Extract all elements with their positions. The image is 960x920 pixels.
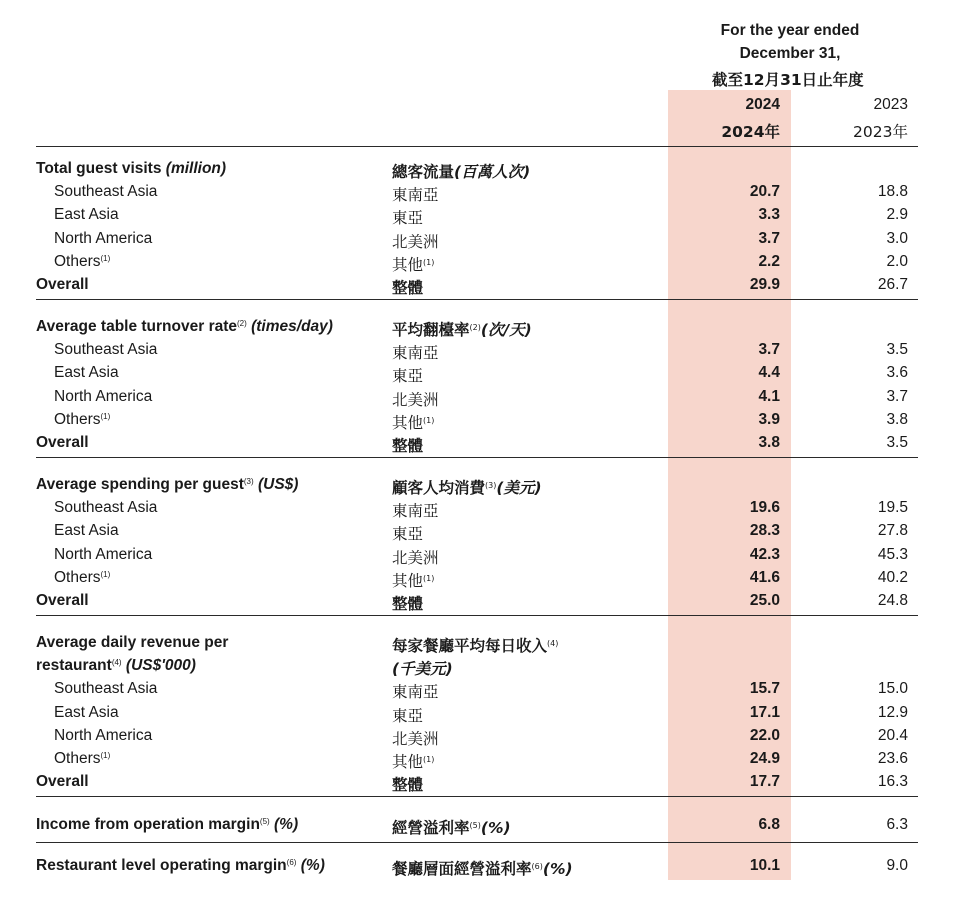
margin-label-text: Restaurant level operating margin [36,857,287,874]
region-label [54,183,157,201]
value-2023: 3.5 [886,341,908,359]
section-unit: (times/day) [251,318,333,335]
region-label [54,546,152,564]
region-label-zh-text: 東南亞 [392,344,439,363]
section-unit-zh-line2 [392,657,453,679]
section-unit-zh: (百萬人次) [454,163,531,181]
overall-value-2023: 24.8 [877,592,908,609]
footnote-ref: (2) [469,323,481,332]
value-2023: 2.0 [886,252,908,270]
region-label [54,727,152,745]
value-2024: 17.1 [749,703,780,721]
footnote-ref: (1) [423,755,435,764]
region-label-text: Southeast Asia [54,499,158,517]
region-label [54,230,152,248]
value-2023: 19.5 [877,499,908,517]
overall-label-zh: 整體 [392,595,424,613]
footnote-ref: (4) [547,639,559,648]
value-2024: 22.0 [749,726,780,744]
overall-value-2024: 25.0 [749,592,780,609]
overall-label: Overall [36,434,89,451]
section-unit-zh: (次/天) [480,321,532,339]
overall-label-zh: 整體 [392,776,424,795]
section-rule [36,796,918,797]
region-label-zh-text: 東亞 [392,525,424,544]
region-label [54,411,110,429]
overall-label: Overall [36,592,89,609]
region-label-zh [392,183,439,205]
region-label [54,364,119,382]
value-2024: 2.2 [758,252,780,270]
margin-unit: (%) [300,857,325,874]
region-label [54,253,110,271]
section-title-zh-text: 顧客人均消費 [392,479,486,497]
section-title-line2-text: restaurant [36,657,112,675]
region-label-zh-text: 其他 [392,413,424,432]
section-title-text: Average spending per guest [36,476,244,493]
footnote-ref: (5) [259,817,270,826]
value-2023: 3.8 [886,410,908,428]
margin-unit-zh: (%) [542,860,573,878]
section-title [36,160,226,178]
overall-label: Overall [36,276,89,293]
margin-label-text: Income from operation margin [36,816,260,833]
region-label-text: Others [54,410,101,428]
section-unit: (million) [165,160,227,177]
region-label-zh [392,388,439,410]
value-2024: 15.7 [749,680,780,698]
region-label [54,704,119,722]
region-label [54,388,152,406]
value-2023: 12.9 [877,703,908,721]
footnote-ref: (3) [243,477,254,486]
footnote-ref: (1) [423,415,435,425]
footnote-ref: (1) [100,253,111,263]
region-label-zh [392,341,439,363]
margin-label [36,857,325,875]
value-2024: 3.9 [758,410,780,428]
region-label-text: North America [54,726,153,744]
value-2023: 2.9 [886,206,908,224]
period-header-line2: December 31, [739,45,841,62]
region-label-zh-text: 北美洲 [392,390,439,409]
value-2023: 27.8 [877,522,908,540]
region-label-zh-text: 其他 [392,571,424,590]
region-label-zh-text: 其他 [392,753,424,771]
col-2024-label: 2024 [745,96,780,113]
region-label-text: Southeast Asia [54,341,158,359]
overall-value-2023: 26.7 [877,276,908,293]
region-label [54,499,157,517]
overall-value-2023: 16.3 [877,773,908,791]
section-title-zh [392,160,530,182]
margin-unit: (%) [274,816,299,833]
overall-value-2024: 17.7 [749,773,780,791]
section-title-text: Average daily revenue per [36,634,229,651]
footnote-ref: (1) [100,411,111,421]
footnote-ref: (4) [111,658,122,668]
header-rule [36,146,918,147]
value-2023: 15.0 [877,680,908,698]
section-title-text: Average table turnover rate [36,318,238,335]
period-header-zh: 截至12月31日止年度 [712,71,864,89]
section-title-zh-text: 平均翻檯率 [392,321,470,339]
region-label-zh-text: 東南亞 [392,683,439,702]
section-title-zh [392,476,542,498]
period-header-line1: For the year ended [720,22,860,39]
overall-value-2024: 3.8 [758,434,780,451]
region-label [54,206,119,224]
footnote-ref: (6) [531,862,543,871]
col-2023-label: 2023 [873,96,908,113]
value-2023: 45.3 [877,545,908,563]
value-2023: 18.8 [877,183,908,201]
region-label-zh [392,206,423,228]
overall-label-zh: 整體 [392,279,424,297]
value-2024: 42.3 [749,545,780,563]
section-title-zh-text: 每家餐廳平均每日收入 [392,637,548,655]
col-2024-label-zh: 2024年 [721,123,780,141]
overall-value-2023: 3.5 [886,434,908,451]
section-unit: (US$'000) [125,657,196,675]
overall-label: Overall [36,773,89,791]
section-title-zh-text: 總客流量 [392,163,455,181]
region-label-zh-text: 北美洲 [392,548,439,567]
region-label-zh [392,230,439,252]
value-2024: 3.7 [758,229,780,247]
overall-label-zh: 整體 [392,437,424,455]
value-2024: 3.3 [758,206,780,224]
value-2023: 3.7 [886,387,908,405]
region-label-text: Southeast Asia [54,680,158,698]
region-label [54,522,119,540]
value-2024: 3.7 [758,341,780,359]
section-title-zh [392,634,558,656]
region-label [54,569,110,587]
value-2024: 4.4 [758,364,780,382]
region-label-text: North America [54,229,153,247]
region-label-text: North America [54,387,153,405]
value-2024: 41.6 [749,568,780,586]
value-2023: 3.0 [886,229,908,247]
region-label-zh-text: 東亞 [392,209,424,228]
section-title-text: Total guest visits [36,160,162,177]
region-label-zh [392,750,434,772]
section-title [36,634,228,652]
section-unit-zh: (千美元) [392,660,453,679]
region-label [54,680,157,698]
section-unit: (US$) [257,476,299,493]
region-label-zh [392,704,423,726]
margin-label-zh [392,816,511,838]
region-label-zh [392,411,434,433]
section-rule [36,299,918,300]
region-label-zh [392,569,434,591]
section-rule [36,457,918,458]
region-label-text: Others [54,750,101,767]
footnote-ref: (1) [423,573,435,583]
footnote-ref: (1) [100,569,111,579]
value-2024: 24.9 [749,750,780,767]
region-label-text: East Asia [54,206,119,224]
region-label-zh-text: 其他 [392,255,424,274]
region-label-zh [392,546,439,568]
region-label [54,750,110,768]
region-label-zh [392,522,423,544]
footnote-ref: (1) [423,257,435,267]
region-label [54,341,157,359]
footnote-ref: (5) [469,821,481,830]
margin-unit-zh: (%) [480,819,511,837]
margin-value-2024: 6.8 [758,816,780,833]
region-label-text: East Asia [54,364,119,382]
section-rule [36,842,918,843]
overall-value-2024: 29.9 [749,276,780,293]
margin-value-2023: 9.0 [886,857,908,874]
value-2024: 20.7 [749,183,780,201]
region-label-zh [392,253,434,275]
section-rule [36,615,918,616]
margin-label-zh-text: 餐廳層面經營溢利率 [392,860,532,878]
section-title [36,476,298,494]
margin-value-2023: 6.3 [886,816,908,833]
value-2023: 23.6 [877,750,908,767]
value-2024: 19.6 [749,499,780,517]
region-label-zh-text: 東南亞 [392,502,439,521]
col-2023-label-zh: 2023年 [853,123,908,141]
region-label-zh [392,680,439,702]
value-2023: 40.2 [877,568,908,586]
margin-label-zh [392,857,573,879]
region-label-zh-text: 東亞 [392,367,424,386]
footnote-ref: (1) [100,751,111,760]
region-label-zh [392,499,439,521]
region-label-zh-text: 北美洲 [392,232,439,251]
region-label-text: North America [54,545,153,563]
region-label-text: East Asia [54,703,119,721]
region-label-zh-text: 東亞 [392,706,424,725]
region-label-text: Others [54,252,101,270]
value-2024: 28.3 [749,522,780,540]
section-title-line2 [36,657,196,675]
section-title [36,318,333,336]
region-label-text: Others [54,568,101,586]
margin-label-zh-text: 經營溢利率 [392,819,470,837]
margin-label [36,816,298,834]
region-label-text: East Asia [54,522,119,540]
section-title-zh [392,318,532,340]
footnote-ref: (2) [237,319,247,328]
value-2023: 3.6 [886,364,908,382]
value-2024: 4.1 [758,387,780,405]
region-label-text: Southeast Asia [54,183,158,201]
section-unit-zh: (美元) [496,479,542,497]
region-label-zh-text: 東南亞 [392,186,439,205]
margin-value-2024: 10.1 [749,857,780,874]
region-label-zh [392,364,423,386]
region-label-zh-text: 北美洲 [392,729,439,748]
region-label-zh [392,727,439,749]
footnote-ref: (3) [485,481,497,490]
footnote-ref: (6) [286,858,297,867]
value-2023: 20.4 [877,726,908,744]
